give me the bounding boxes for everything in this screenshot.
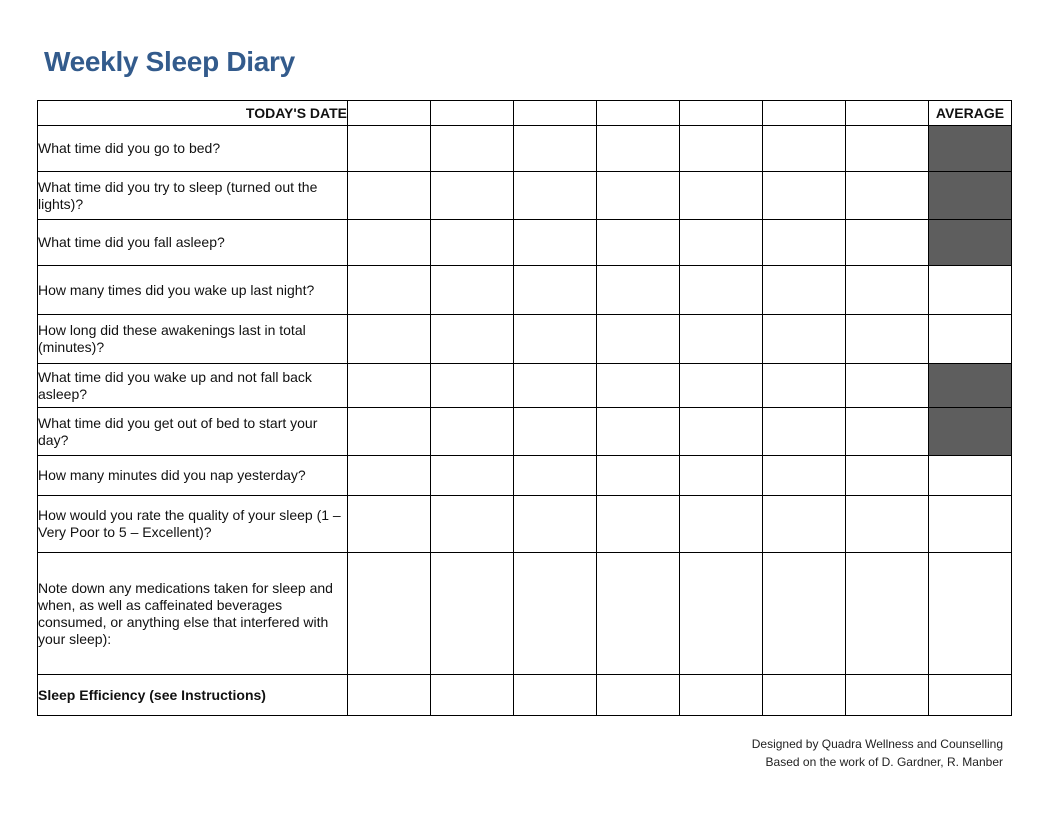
question-cell: How many minutes did you nap yesterday? (38, 456, 348, 496)
day-entry-cell[interactable] (597, 126, 680, 172)
day-entry-cell[interactable] (846, 220, 929, 266)
day-entry-cell[interactable] (846, 364, 929, 408)
header-row (38, 101, 1012, 126)
day-entry-cell[interactable] (348, 315, 431, 364)
day-entry-cell[interactable] (846, 675, 929, 716)
average-cell[interactable] (929, 553, 1012, 675)
day-entry-cell[interactable] (846, 496, 929, 553)
day-entry-cell[interactable] (348, 553, 431, 675)
sleep-diary-table (37, 100, 1012, 716)
day-entry-cell[interactable] (514, 675, 597, 716)
table-row (38, 456, 1012, 496)
day-entry-cell[interactable] (348, 496, 431, 553)
day-entry-cell[interactable] (680, 266, 763, 315)
question-cell: What time did you fall asleep? (38, 220, 348, 266)
day-entry-cell[interactable] (680, 496, 763, 553)
day-entry-cell[interactable] (431, 126, 514, 172)
day-entry-cell[interactable] (431, 408, 514, 456)
date-input-cell[interactable] (680, 101, 763, 126)
date-input-cell[interactable] (597, 101, 680, 126)
day-entry-cell[interactable] (680, 675, 763, 716)
day-entry-cell[interactable] (348, 172, 431, 220)
average-header: AVERAGE (929, 101, 1012, 126)
day-entry-cell[interactable] (680, 220, 763, 266)
credit-designed-by: Designed by Quadra Wellness and Counselling (751, 737, 1003, 751)
day-entry-cell[interactable] (348, 364, 431, 408)
page-title: Weekly Sleep Diary (44, 46, 295, 77)
day-entry-cell[interactable] (597, 315, 680, 364)
question-cell: What time did you get out of bed to start your day? (38, 408, 348, 456)
table-row (38, 408, 1012, 456)
day-entry-cell[interactable] (431, 364, 514, 408)
table-row (38, 315, 1012, 364)
day-entry-cell[interactable] (597, 456, 680, 496)
average-cell[interactable] (929, 496, 1012, 553)
table-row (38, 126, 1012, 172)
day-entry-cell[interactable] (846, 172, 929, 220)
table-row (38, 553, 1012, 675)
table-row (38, 172, 1012, 220)
average-cell-shaded (929, 364, 1012, 408)
day-entry-cell[interactable] (846, 315, 929, 364)
day-entry-cell[interactable] (431, 553, 514, 675)
question-cell: What time did you go to bed? (38, 126, 348, 172)
todays-date-header: TODAY'S DATE (38, 101, 348, 126)
table-row (38, 496, 1012, 553)
table-row (38, 675, 1012, 716)
credit-based-on: Based on the work of D. Gardner, R. Manber (765, 755, 1003, 769)
day-entry-cell[interactable] (431, 220, 514, 266)
day-entry-cell[interactable] (431, 266, 514, 315)
question-cell: How long did these awakenings last in total (minutes)? (38, 315, 348, 364)
day-entry-cell[interactable] (680, 553, 763, 675)
table-row (38, 266, 1012, 315)
day-entry-cell[interactable] (348, 675, 431, 716)
average-cell[interactable] (929, 675, 1012, 716)
day-entry-cell[interactable] (514, 553, 597, 675)
day-entry-cell[interactable] (431, 456, 514, 496)
date-input-cell[interactable] (431, 101, 514, 126)
day-entry-cell[interactable] (680, 126, 763, 172)
day-entry-cell[interactable] (763, 315, 846, 364)
day-entry-cell[interactable] (680, 172, 763, 220)
question-cell: What time did you wake up and not fall back asleep? (38, 364, 348, 408)
day-entry-cell[interactable] (348, 408, 431, 456)
day-entry-cell[interactable] (514, 266, 597, 315)
average-cell-shaded (929, 220, 1012, 266)
day-entry-cell[interactable] (763, 456, 846, 496)
credits (752, 735, 1003, 771)
question-cell: Note down any medications taken for sleep and when, as well as caffeinated beverages consumed, or anything else that interfered with your sleep): (38, 553, 348, 675)
question-cell: How many times did you wake up last night? (38, 266, 348, 315)
question-cell: Sleep Efficiency (see Instructions) (38, 675, 348, 716)
day-entry-cell[interactable] (597, 364, 680, 408)
average-cell-shaded (929, 408, 1012, 456)
table-row (38, 220, 1012, 266)
day-entry-cell[interactable] (763, 266, 846, 315)
day-entry-cell[interactable] (846, 126, 929, 172)
day-entry-cell[interactable] (597, 675, 680, 716)
date-input-cell[interactable] (846, 101, 929, 126)
day-entry-cell[interactable] (514, 456, 597, 496)
day-entry-cell[interactable] (846, 553, 929, 675)
average-cell-shaded (929, 172, 1012, 220)
day-entry-cell[interactable] (597, 266, 680, 315)
day-entry-cell[interactable] (514, 220, 597, 266)
average-cell[interactable] (929, 456, 1012, 496)
day-entry-cell[interactable] (597, 408, 680, 456)
day-entry-cell[interactable] (680, 364, 763, 408)
day-entry-cell[interactable] (597, 496, 680, 553)
day-entry-cell[interactable] (763, 553, 846, 675)
day-entry-cell[interactable] (514, 408, 597, 456)
day-entry-cell[interactable] (763, 408, 846, 456)
day-entry-cell[interactable] (597, 172, 680, 220)
day-entry-cell[interactable] (431, 172, 514, 220)
average-cell[interactable] (929, 315, 1012, 364)
day-entry-cell[interactable] (514, 126, 597, 172)
day-entry-cell[interactable] (348, 126, 431, 172)
day-entry-cell[interactable] (431, 675, 514, 716)
day-entry-cell[interactable] (846, 408, 929, 456)
question-cell: How would you rate the quality of your sleep (1 – Very Poor to 5 – Excellent)? (38, 496, 348, 553)
day-entry-cell[interactable] (431, 496, 514, 553)
day-entry-cell[interactable] (597, 553, 680, 675)
day-entry-cell[interactable] (846, 266, 929, 315)
day-entry-cell[interactable] (514, 315, 597, 364)
date-input-cell[interactable] (763, 101, 846, 126)
date-input-cell[interactable] (514, 101, 597, 126)
question-cell: What time did you try to sleep (turned out the lights)? (38, 172, 348, 220)
day-entry-cell[interactable] (348, 266, 431, 315)
day-entry-cell[interactable] (597, 220, 680, 266)
day-entry-cell[interactable] (680, 408, 763, 456)
table-row (38, 364, 1012, 408)
day-entry-cell[interactable] (763, 220, 846, 266)
day-entry-cell[interactable] (348, 456, 431, 496)
day-entry-cell[interactable] (846, 456, 929, 496)
day-entry-cell[interactable] (514, 172, 597, 220)
day-entry-cell[interactable] (763, 126, 846, 172)
day-entry-cell[interactable] (514, 364, 597, 408)
day-entry-cell[interactable] (431, 315, 514, 364)
day-entry-cell[interactable] (763, 496, 846, 553)
day-entry-cell[interactable] (680, 456, 763, 496)
average-cell-shaded (929, 126, 1012, 172)
day-entry-cell[interactable] (763, 172, 846, 220)
day-entry-cell[interactable] (763, 675, 846, 716)
date-input-cell[interactable] (348, 101, 431, 126)
day-entry-cell[interactable] (348, 220, 431, 266)
day-entry-cell[interactable] (763, 364, 846, 408)
day-entry-cell[interactable] (514, 496, 597, 553)
average-cell[interactable] (929, 266, 1012, 315)
day-entry-cell[interactable] (680, 315, 763, 364)
